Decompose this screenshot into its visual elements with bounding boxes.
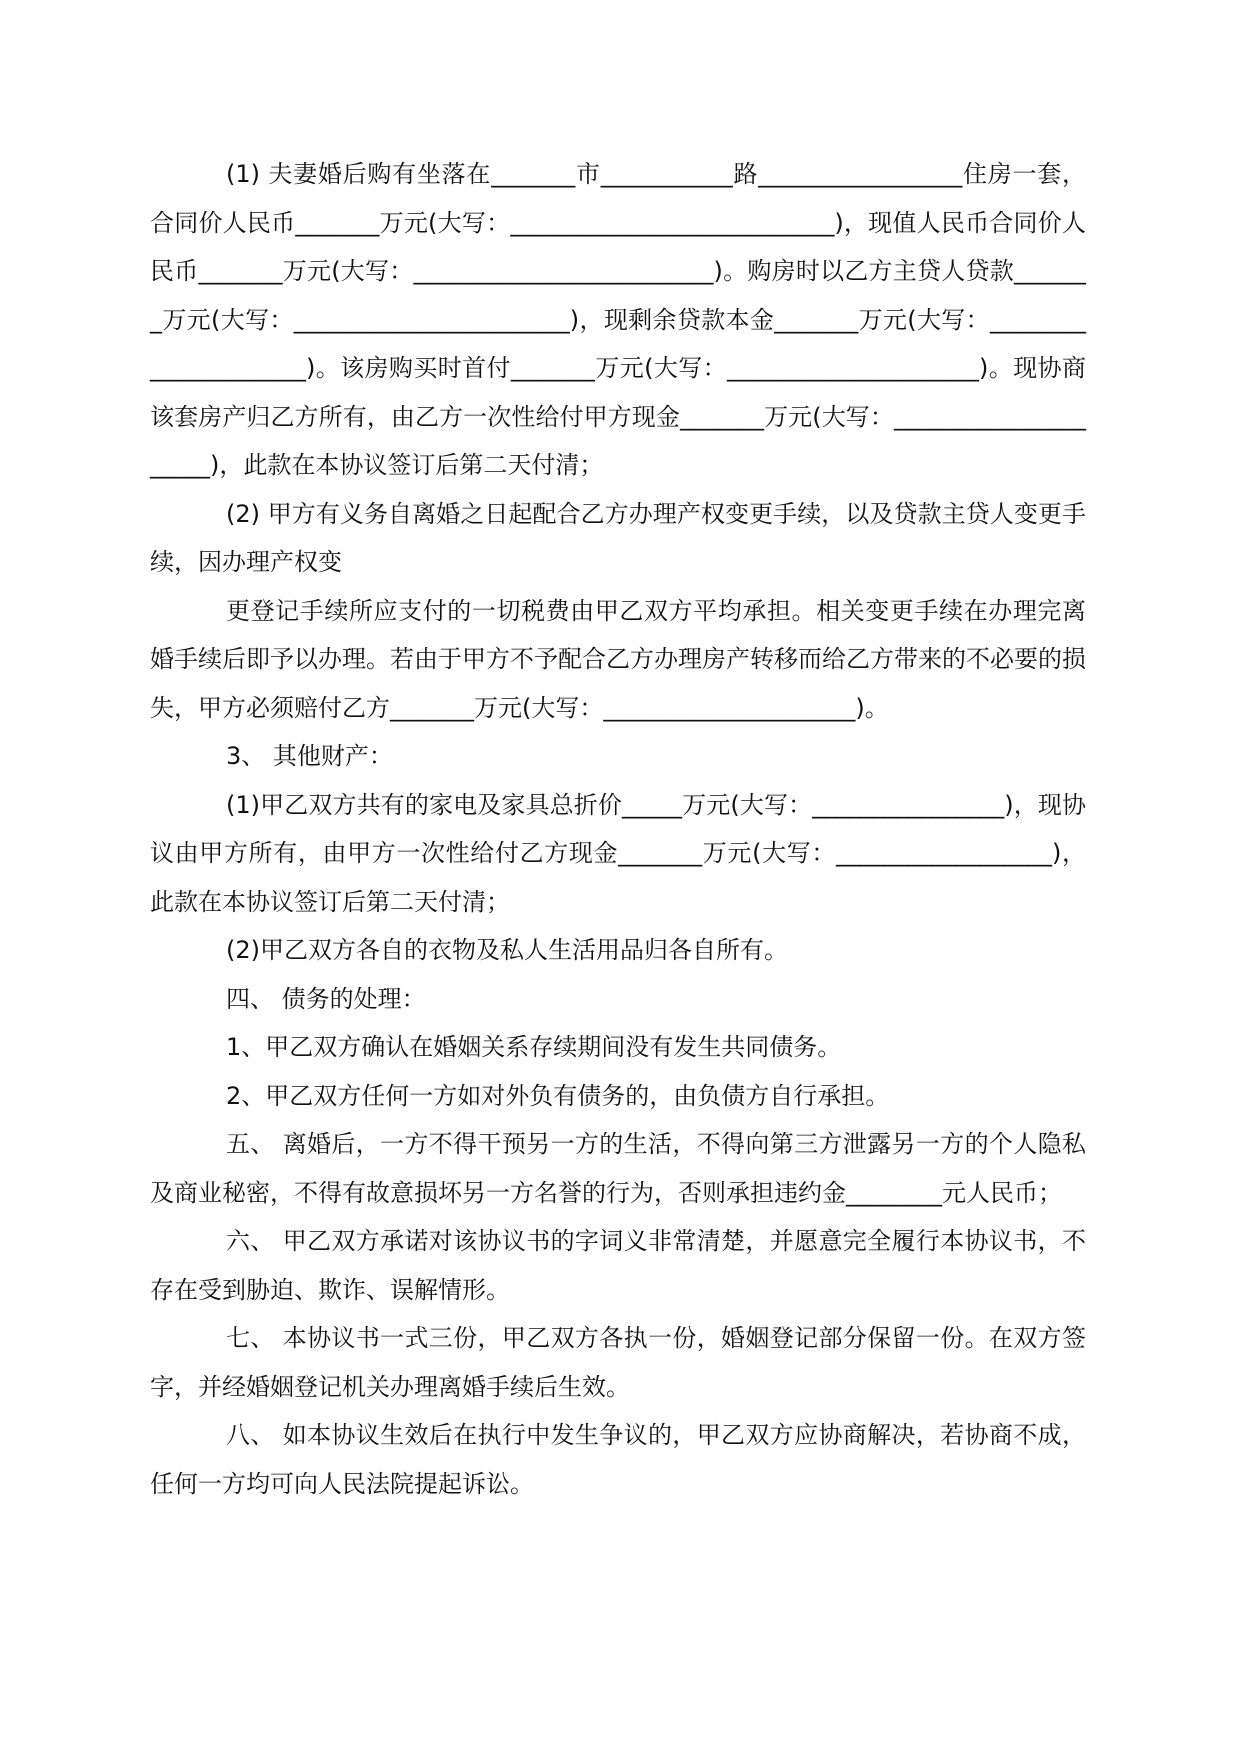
paragraph-house-1: (1) 夫妻婚后购有坐落在_______市___________路_________________住房一套，合同价人民币_______万元(大写：___________________________)，现值人民币合同价人民币_______万元(大写：_________________________)。购房时以乙方主贷人贷款_______万元(大写：_______________________)，现剩余贷款本金_______万元(大写：_____________________)。该房购买时首付_______万元(大写：_____________________)。现协商该套房产归乙方所有，由乙方一次性给付甲方现金_______万元(大写：_____________________)，此款在本协议签订后第二天付清； (150, 160, 1086, 479)
section-other-property: 3、 其他财产： (226, 742, 393, 770)
clause-eight-disputes: 八、 如本协议生效后在执行中发生争议的，甲乙双方应协商解决，若协商不成，任何一方均可向人民法院提起诉讼。 (150, 1421, 1086, 1498)
clause-seven-copies: 七、 本协议书一式三份，甲乙双方各执一份，婚姻登记部分保留一份。在双方签字，并经婚姻登记机关办理离婚手续后生效。 (150, 1324, 1086, 1401)
clause-five-privacy: 五、 离婚后，一方不得干预另一方的生活，不得向第三方泄露另一方的个人隐私及商业秘密，不得有故意损坏另一方名誉的行为，否则承担违约金________元人民币； (150, 1130, 1086, 1207)
paragraph-own-debt: 2、甲乙双方任何一方如对外负有债务的，由负债方自行承担。 (226, 1081, 890, 1110)
paragraph-no-common-debt: 1、甲乙双方确认在婚姻关系存续期间没有发生共同债务。 (226, 1033, 842, 1061)
section-debt-handling: 四、 债务的处理： (226, 984, 426, 1013)
paragraph-personal-items: (2)甲乙双方各自的衣物及私人生活用品归各自所有。 (226, 936, 788, 964)
paragraph-house-2-continued: 更登记手续所应支付的一切税费由甲乙双方平均承担。相关变更手续在办理完离婚手续后即予以办理。若由于甲方不予配合乙方办理房产转移而给乙方带来的不必要的损失，甲方必须赔付乙方_______万元(大写：_____________________)。 (150, 596, 1086, 722)
paragraph-appliances: (1)甲乙双方共有的家电及家具总折价_____万元(大写：________________)，现协议由甲方所有，由甲方一次性给付乙方现金_______万元(大写：__________________)，此款在本协议签订后第二天付清； (150, 790, 1086, 916)
clause-six-understanding: 六、 甲乙双方承诺对该协议书的字词义非常清楚，并愿意完全履行本协议书，不存在受到胁迫、欺诈、误解情形。 (150, 1227, 1086, 1304)
agreement-body (150, 150, 1086, 1508)
paragraph-house-2: (2) 甲方有义务自离婚之日起配合乙方办理产权变更手续，以及贷款主贷人变更手续，因办理产权变 (150, 499, 1086, 576)
